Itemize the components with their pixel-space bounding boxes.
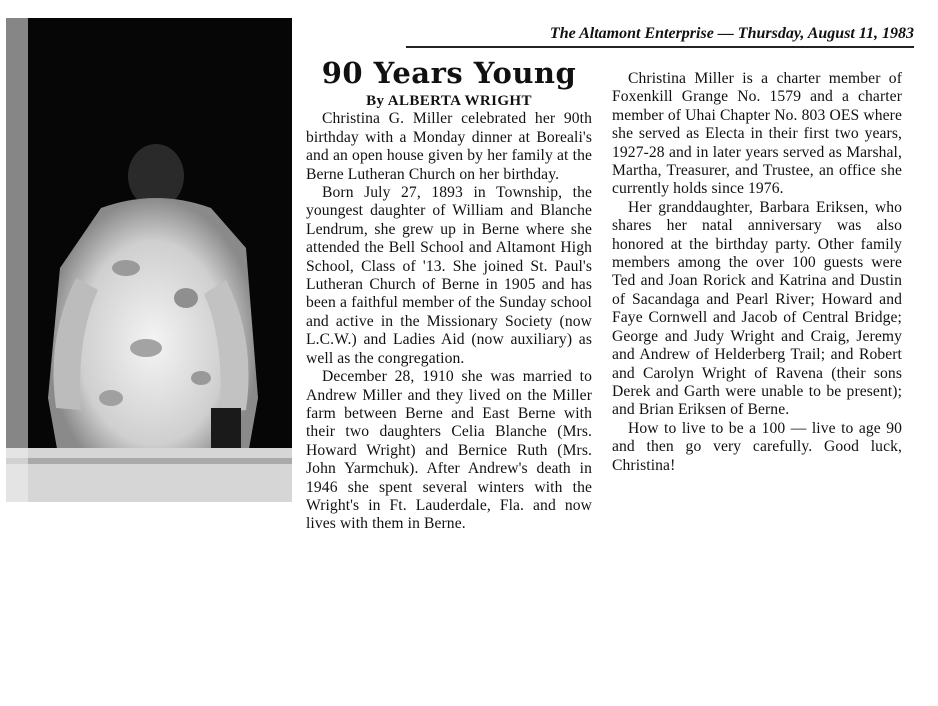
newspaper-masthead: The Altamont Enterprise — Thursday, August 11, 1983 (406, 22, 914, 48)
article-paragraph: Born July 27, 1893 in Township, the youngest daughter of William and Blanche Lendrum, she grew up in Berne where she attended the Bell School and Altamont High School, Class of '13. She joined St. Paul's Lutheran Church of Berne in 1905 and has been a faithful member of the Sunday school and active in the Missionary Society (now L.C.W.) and Ladies Aid (now auxiliary) as well as the congregation. (306, 184, 592, 367)
article-paragraph: Her granddaughter, Barbara Eriksen, who shares her natal anniversary was also honored at the birthday party. Other family members among the over 100 guests were Ted and Joan Rorick and Katrina and Dustin of Sacandaga and Pearl River; Howard and Faye Cornwell and Jacob of Central Bridge; George and Judy Wright and Craig, Jeremy and Andrew of Helderberg Trail; and Robert and Carolyn Wright of Ravena (their sons Derek and Garth were unable to be present); and Brian Eriksen of Berne. (612, 198, 902, 419)
article-headline: 90 Years Young (321, 56, 577, 90)
article-byline: By ALBERTA WRIGHT (366, 93, 532, 109)
article-paragraph: Christina G. Miller celebrated her 90th birthday with a Monday dinner at Boreali's and an open house given by her family at the Berne Lutheran Church on her birthday. (306, 110, 592, 183)
portrait-photo (6, 18, 292, 502)
article-column-1 (306, 56, 592, 534)
portrait-photo-image (6, 18, 292, 502)
article-paragraph: How to live to be a 100 — live to age 90 and then go very carefully. Good luck, Christina! (612, 419, 902, 474)
article-paragraph: Christina Miller is a charter member of Foxenkill Grange No. 1579 and a charter member of Uhai Chapter No. 803 OES where she served as Electa in their first two years, 1927-28 and in later years served as Marshal, Martha, Treasurer, and Trustee, an office she currently holds since 1976. (612, 70, 902, 198)
article-paragraph: December 28, 1910 she was married to Andrew Miller and they lived on the Miller farm between Berne and East Berne with their two daughters Celia Blanche (Mrs. Howard Wright) and Bernice Ruth (Mrs. John Yarmchuk). After Andrew's death in 1946 she spent several winters with the Wright's in Ft. Lauderdale, Fla. and now lives with them in Berne. (306, 368, 592, 533)
article-column-2 (612, 70, 902, 475)
